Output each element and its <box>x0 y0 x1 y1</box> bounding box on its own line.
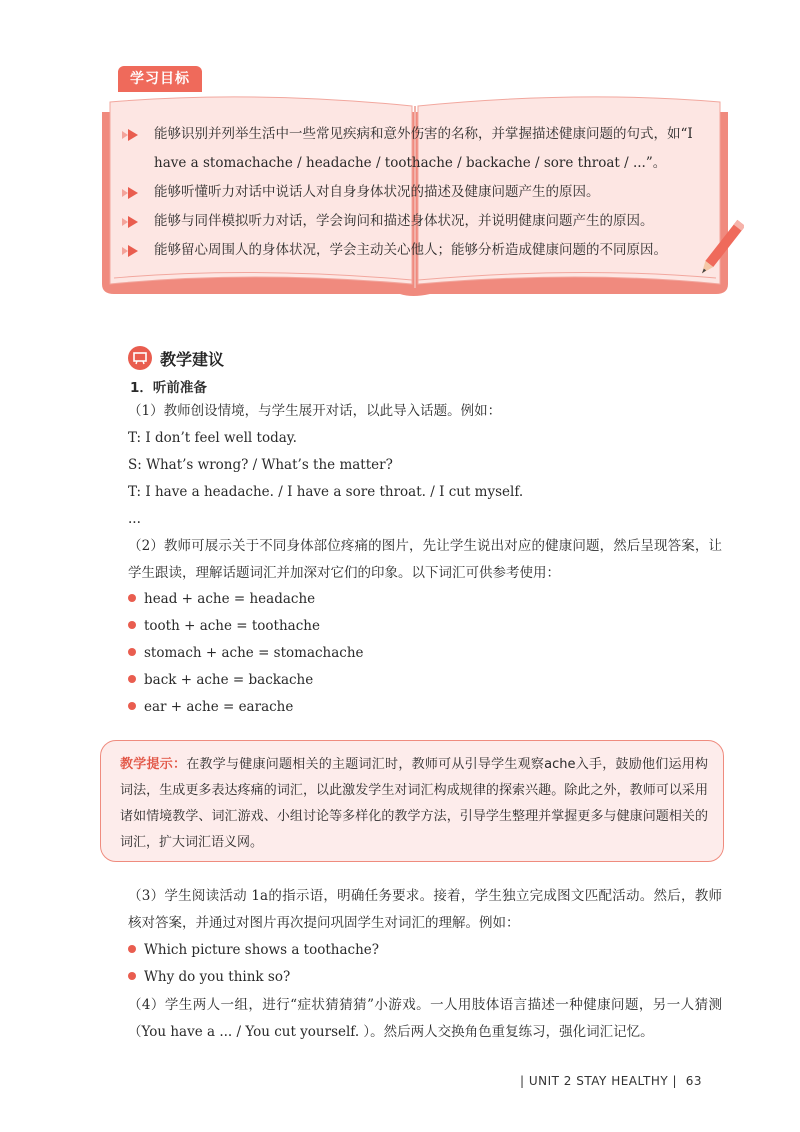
teaching-tip-text: 教学提示：在教学与健康问题相关的主题词汇时，教师可从引导学生观察ache入手，鼓励他们运用构词法，生成更多表达疼痛的词汇，以此激发学生对词汇构成规律的探索兴趣。除此之外，教师可以采用诸如情境教学、词汇游戏、小组讨论等多样化的教学方法，引导学生整理并掌握更多与健康问题相关的词汇，扩大词汇语义网。 <box>120 757 708 850</box>
triangle-bullet-icon <box>128 129 138 141</box>
triangle-bullet-icon <box>128 245 138 257</box>
dialogue-line: T: I don’t feel well today. <box>128 430 297 446</box>
dialogue-line: T: I have a headache. / I have a sore throat. / I cut myself. <box>128 484 524 500</box>
paragraph-4: （4）学生两人一组，进行“症状猜猜猜”小游戏。一人用肢体语言描述一种健康问题，另一人猜测（You have a ... / You cut yourself. ）。然后两人交换角色重复练习，强化词汇记忆。 <box>128 997 722 1040</box>
paragraph-3: （3）学生阅读活动 1a的指示语，明确任务要求。接着，学生独立完成图文匹配活动。然后，教师核对答案，并通过对图片再次提问巩固学生对词汇的理解。例如： <box>128 888 722 931</box>
objective-item: 能够识别并列举生活中一些常见疾病和意外伤害的名称，并掌握描述健康问题的句式，如“I have a stomachache / headache / toothache / backache / sore throat / ...”。 <box>128 120 708 178</box>
vocab-item: ear + ache = earache <box>128 694 293 721</box>
objectives-tag: 学习目标 <box>118 66 202 92</box>
objectives-list <box>128 120 708 265</box>
triangle-bullet-icon <box>128 187 138 199</box>
bullet-dot-icon <box>128 621 136 629</box>
vocab-item: head + ache = headache <box>128 586 315 613</box>
objective-item: 能够与同伴模拟听力对话，学会询问和描述身体状况，并说明健康问题产生的原因。 <box>128 207 708 236</box>
section-header <box>128 344 224 372</box>
objective-item: 能够留心周围人的身体状况，学会主动关心他人；能够分析造成健康问题的不同原因。 <box>128 236 708 265</box>
bullet-dot-icon <box>128 945 136 953</box>
vocab-item: back + ache = backache <box>128 667 313 694</box>
subheading: 1．听前准备 <box>130 380 207 396</box>
objective-item: 能够听懂听力对话中说话人对自身身体状况的描述及健康问题产生的原因。 <box>128 178 708 207</box>
dialogue-line: ... <box>128 511 141 527</box>
bullet-dot-icon <box>128 702 136 710</box>
page-number: 63 <box>685 1074 703 1088</box>
question-item: Why do you think so? <box>128 964 290 991</box>
paragraph-2: （2）教师可展示关于不同身体部位疼痛的图片，先让学生说出对应的健康问题，然后呈现答案，让学生跟读，理解话题词汇并加深对它们的印象。以下词汇可供参考使用： <box>128 538 722 581</box>
bullet-dot-icon <box>128 648 136 656</box>
bullet-dot-icon <box>128 972 136 980</box>
paragraph-1: （1）教师创设情境，与学生展开对话，以此导入话题。例如： <box>128 403 502 419</box>
teaching-board-icon <box>128 346 152 370</box>
bullet-dot-icon <box>128 675 136 683</box>
question-item: Which picture shows a toothache? <box>128 937 379 964</box>
triangle-bullet-icon <box>128 216 138 228</box>
tip-label: 教学提示： <box>120 757 187 772</box>
section-title: 教学建议 <box>160 349 225 369</box>
vocab-item: tooth + ache = toothache <box>128 613 320 640</box>
bullet-dot-icon <box>128 594 136 602</box>
dialogue-line: S: What’s wrong? / What’s the matter? <box>128 457 393 473</box>
vocab-item: stomach + ache = stomachache <box>128 640 364 667</box>
footer-unit: UNIT 2 STAY HEALTHY <box>528 1074 669 1088</box>
page-footer: | UNIT 2 STAY HEALTHY | 63 <box>520 1074 703 1088</box>
